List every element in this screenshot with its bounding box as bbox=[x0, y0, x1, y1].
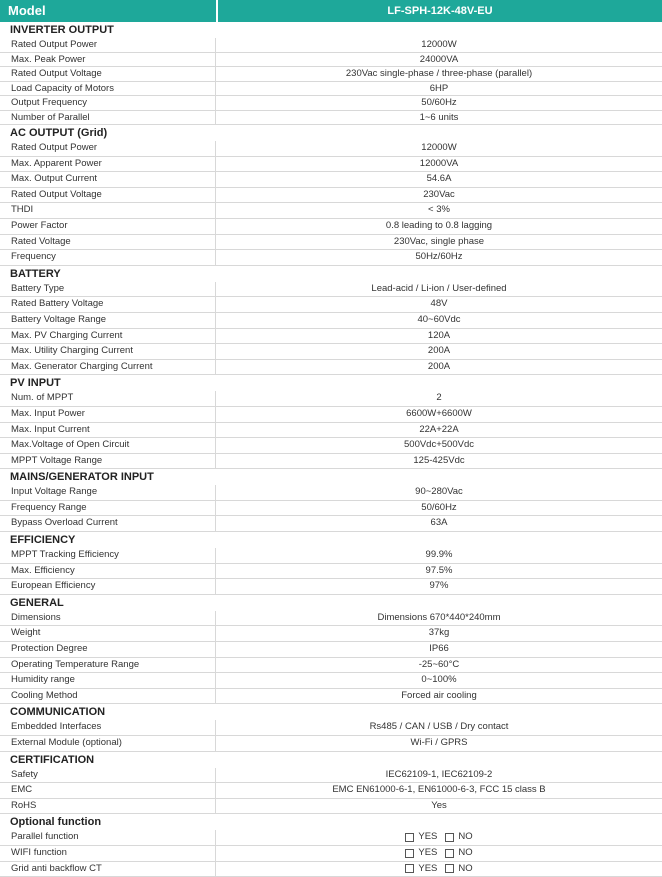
spec-row bbox=[0, 82, 662, 97]
spec-row bbox=[0, 329, 662, 345]
model-header bbox=[0, 0, 662, 22]
spec-value: 6600W+6600W bbox=[406, 407, 472, 419]
spec-row bbox=[0, 53, 662, 68]
checkbox-square-icon bbox=[405, 833, 414, 842]
spec-label: Bypass Overload Current bbox=[0, 516, 216, 531]
spec-label: Load Capacity of Motors bbox=[0, 82, 216, 96]
spec-row bbox=[0, 830, 662, 846]
option-yes-checkbox[interactable] bbox=[405, 862, 437, 877]
spec-label: Max. Generator Charging Current bbox=[0, 360, 216, 375]
section-title: INVERTER OUTPUT bbox=[10, 24, 114, 36]
spec-label: Weight bbox=[0, 626, 216, 641]
option-yes-checkbox[interactable] bbox=[405, 846, 437, 861]
spec-row bbox=[0, 485, 662, 501]
spec-row bbox=[0, 391, 662, 407]
section-title: EFFICIENCY bbox=[10, 534, 76, 547]
spec-value: 97.5% bbox=[425, 564, 453, 576]
spec-value: 12000VA bbox=[419, 157, 459, 169]
spec-row bbox=[0, 188, 662, 204]
spec-row bbox=[0, 344, 662, 360]
spec-row bbox=[0, 67, 662, 82]
spec-row bbox=[0, 454, 662, 470]
option-label: NO bbox=[458, 862, 473, 874]
option-label: YES bbox=[418, 862, 438, 874]
spec-value: 120A bbox=[427, 329, 451, 341]
spec-value: 50/60Hz bbox=[421, 97, 457, 108]
spec-row bbox=[0, 564, 662, 580]
spec-row bbox=[0, 172, 662, 188]
spec-row bbox=[0, 313, 662, 329]
spec-value: 48V bbox=[430, 298, 448, 310]
checkbox-square-icon bbox=[445, 849, 454, 858]
spec-value: 1~6 units bbox=[419, 111, 459, 123]
spec-value: 12000W bbox=[421, 39, 457, 50]
section-title: COMMUNICATION bbox=[10, 706, 106, 719]
spec-row bbox=[0, 501, 662, 517]
option-no-checkbox[interactable] bbox=[445, 846, 472, 861]
spec-row bbox=[0, 96, 662, 111]
option-label: NO bbox=[458, 831, 473, 843]
spec-label: MPPT Voltage Range bbox=[0, 454, 216, 469]
spec-value: < 3% bbox=[428, 204, 450, 216]
spec-value: -25~60°C bbox=[418, 658, 460, 670]
spec-label: MPPT Tracking Efficiency bbox=[0, 548, 216, 563]
spec-row bbox=[0, 516, 662, 532]
spec-value: 200A bbox=[427, 345, 451, 357]
spec-label: Frequency bbox=[0, 250, 216, 265]
spec-label: Max. Utility Charging Current bbox=[0, 344, 216, 359]
spec-value: Rs485 / CAN / USB / Dry contact bbox=[369, 721, 509, 733]
spec-value: IEC62109-1, IEC62109-2 bbox=[385, 768, 493, 780]
spec-label: Battery Voltage Range bbox=[0, 313, 216, 328]
spec-row bbox=[0, 219, 662, 235]
spec-row bbox=[0, 673, 662, 689]
option-label: YES bbox=[418, 831, 438, 843]
spec-label: Max. Apparent Power bbox=[0, 157, 216, 172]
spec-value: Forced air cooling bbox=[401, 689, 477, 701]
spec-value: 99.9% bbox=[425, 549, 453, 561]
spec-label: External Module (optional) bbox=[0, 736, 216, 751]
checkbox-square-icon bbox=[405, 864, 414, 873]
spec-value: 37kg bbox=[428, 627, 450, 639]
spec-row bbox=[0, 548, 662, 564]
spec-value: 0.8 leading to 0.8 lagging bbox=[385, 219, 493, 231]
spec-value: 230Vac single-phase / three-phase (parallel) bbox=[345, 68, 533, 79]
spec-row bbox=[0, 250, 662, 266]
spec-row bbox=[0, 297, 662, 313]
checkbox-square-icon bbox=[405, 849, 414, 858]
spec-value: 63A bbox=[430, 517, 448, 529]
spec-row bbox=[0, 626, 662, 642]
spec-value bbox=[216, 830, 662, 845]
checkbox-square-icon bbox=[445, 833, 454, 842]
spec-label: Embedded Interfaces bbox=[0, 720, 216, 735]
spec-label: Protection Degree bbox=[0, 642, 216, 657]
spec-row bbox=[0, 846, 662, 862]
spec-label: Dimensions bbox=[0, 611, 216, 626]
spec-value: 50/60Hz bbox=[421, 501, 457, 513]
spec-value: 97% bbox=[429, 580, 449, 592]
spec-label: Humidity range bbox=[0, 673, 216, 688]
spec-label: Number of Parallel bbox=[0, 111, 216, 125]
spec-value: Dimensions 670*440*240mm bbox=[377, 611, 501, 623]
option-yes-checkbox[interactable] bbox=[405, 830, 437, 845]
spec-row bbox=[0, 862, 662, 877]
spec-value: 90~280Vac bbox=[415, 486, 463, 498]
spec-value: 125-425Vdc bbox=[413, 454, 465, 466]
spec-row bbox=[0, 642, 662, 658]
spec-value: IP66 bbox=[429, 643, 449, 655]
spec-value: 22A+22A bbox=[419, 423, 459, 435]
spec-label: Input Voltage Range bbox=[0, 485, 216, 500]
model-value: LF-SPH-12K-48V-EU bbox=[218, 0, 662, 22]
spec-row bbox=[0, 611, 662, 627]
spec-label: Rated Battery Voltage bbox=[0, 297, 216, 312]
option-label: YES bbox=[418, 846, 438, 858]
section-title: GENERAL bbox=[10, 596, 64, 609]
spec-label: Max.Voltage of Open Circuit bbox=[0, 438, 216, 453]
spec-value bbox=[216, 846, 662, 861]
spec-row bbox=[0, 720, 662, 736]
spec-value: Yes bbox=[431, 799, 447, 811]
spec-value: 24000VA bbox=[419, 53, 459, 65]
spec-label: Num. of MPPT bbox=[0, 391, 216, 406]
spec-label: Max. PV Charging Current bbox=[0, 329, 216, 344]
option-no-checkbox[interactable] bbox=[445, 830, 472, 845]
spec-row bbox=[0, 689, 662, 705]
section-title: BATTERY bbox=[10, 267, 61, 280]
spec-label: Grid anti backflow CT bbox=[0, 862, 216, 877]
spec-label: Rated Output Power bbox=[0, 141, 216, 156]
spec-table bbox=[0, 22, 662, 877]
spec-label: European Efficiency bbox=[0, 579, 216, 594]
spec-row bbox=[0, 360, 662, 376]
spec-value bbox=[216, 862, 662, 877]
spec-label: EMC bbox=[0, 783, 216, 798]
spec-row bbox=[0, 736, 662, 752]
spec-row bbox=[0, 799, 662, 815]
section-title: PV INPUT bbox=[10, 377, 61, 390]
spec-value: 54.6A bbox=[426, 173, 452, 185]
spec-label: Power Factor bbox=[0, 219, 216, 234]
spec-label: Max. Efficiency bbox=[0, 564, 216, 579]
spec-value: 200A bbox=[427, 360, 451, 372]
spec-value: Lead-acid / Li-ion / User-defined bbox=[371, 282, 507, 294]
spec-row bbox=[0, 282, 662, 298]
spec-label: Parallel function bbox=[0, 830, 216, 845]
spec-value: 0~100% bbox=[421, 674, 457, 686]
spec-row bbox=[0, 157, 662, 173]
spec-row bbox=[0, 141, 662, 157]
spec-label: Operating Temperature Range bbox=[0, 658, 216, 673]
spec-row bbox=[0, 203, 662, 219]
spec-label: Rated Voltage bbox=[0, 235, 216, 250]
spec-value: 6HP bbox=[429, 82, 449, 94]
spec-row bbox=[0, 579, 662, 595]
spec-label: Rated Output Voltage bbox=[0, 188, 216, 203]
spec-row bbox=[0, 438, 662, 454]
spec-value: Wi-Fi / GPRS bbox=[410, 737, 468, 748]
spec-label: WIFI function bbox=[0, 846, 216, 861]
checkbox-square-icon bbox=[445, 864, 454, 873]
spec-label: Max. Input Power bbox=[0, 407, 216, 422]
spec-row bbox=[0, 235, 662, 251]
spec-label: RoHS bbox=[0, 799, 216, 814]
spec-label: Battery Type bbox=[0, 282, 216, 297]
spec-row bbox=[0, 783, 662, 799]
spec-label: Max. Output Current bbox=[0, 172, 216, 187]
spec-value: 50Hz/60Hz bbox=[415, 251, 463, 263]
spec-label: Max. Peak Power bbox=[0, 53, 216, 67]
spec-value: 230Vac, single phase bbox=[393, 235, 485, 247]
spec-value: 2 bbox=[436, 392, 442, 404]
model-label: Model bbox=[0, 0, 216, 22]
spec-row bbox=[0, 658, 662, 674]
spec-label: Max. Input Current bbox=[0, 423, 216, 438]
section-title: CERTIFICATION bbox=[10, 753, 95, 766]
spec-value: EMC EN61000-6-1, EN61000-6-3, FCC 15 class B bbox=[332, 784, 546, 796]
spec-row bbox=[0, 111, 662, 126]
spec-label: Safety bbox=[0, 768, 216, 783]
section-title: AC OUTPUT (Grid) bbox=[10, 127, 108, 139]
spec-value: 500Vdc+500Vdc bbox=[404, 439, 474, 451]
spec-row bbox=[0, 407, 662, 423]
spec-row bbox=[0, 423, 662, 439]
spec-label: Frequency Range bbox=[0, 501, 216, 516]
spec-row bbox=[0, 768, 662, 784]
spec-row bbox=[0, 38, 662, 53]
spec-label: Cooling Method bbox=[0, 689, 216, 704]
option-no-checkbox[interactable] bbox=[445, 862, 472, 877]
section-title: Optional function bbox=[10, 816, 102, 829]
spec-label: Output Frequency bbox=[0, 96, 216, 110]
spec-label: Rated Output Power bbox=[0, 38, 216, 52]
spec-value: 12000W bbox=[421, 142, 457, 153]
section-title: MAINS/GENERATOR INPUT bbox=[10, 471, 154, 484]
spec-label: Rated Output Voltage bbox=[0, 67, 216, 81]
spec-value: 40~60Vdc bbox=[417, 313, 461, 325]
spec-label: THDI bbox=[0, 203, 216, 218]
option-label: NO bbox=[458, 846, 473, 858]
spec-value: 230Vac bbox=[423, 188, 455, 200]
